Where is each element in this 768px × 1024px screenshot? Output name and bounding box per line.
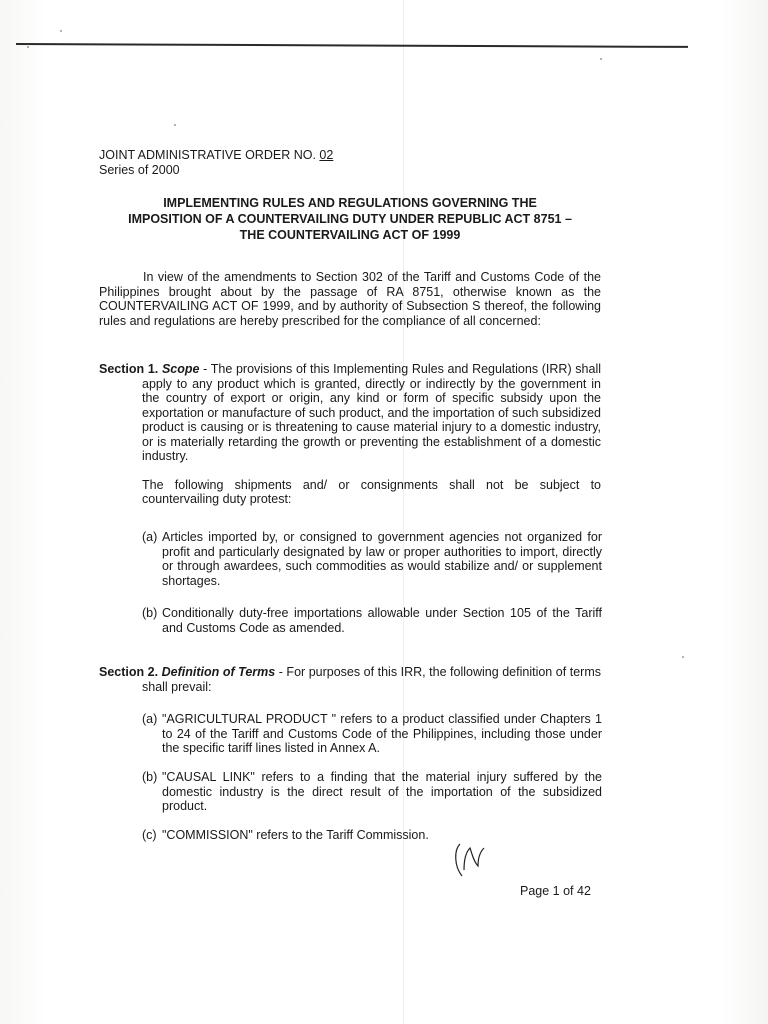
- section-2: [99, 665, 601, 694]
- section-2-heading: Definition of Terms: [161, 665, 276, 679]
- item-marker: (c): [142, 828, 157, 842]
- intro-paragraph: In view of the amendments to Section 302 of the Tariff and Customs Code of the Philippines brought about by the passage of RA 8751, otherwise known as the COUNTERVAILING ACT OF 1999, and by authority of Subsection S thereof, the following rules and regulations are hereby prescribed for the compliance of all concerned:: [99, 270, 601, 328]
- section-2-label: Section 2.: [99, 665, 159, 679]
- section-2-item-a: [142, 712, 602, 756]
- item-marker: (b): [142, 606, 158, 620]
- scan-fold-line: [403, 0, 404, 1024]
- top-rule: [16, 43, 688, 48]
- order-header: [99, 148, 333, 178]
- initials-signature: [452, 840, 488, 880]
- item-text: "CAUSAL LINK" refers to a finding that the material injury suffered by the domestic industry is the direct result of the importation of the subsidized product.: [162, 770, 602, 813]
- section-1-item-a: [142, 530, 602, 588]
- document-title: [95, 195, 605, 243]
- title-line-1: IMPLEMENTING RULES AND REGULATIONS GOVERNING THE: [163, 196, 537, 210]
- order-label: JOINT ADMINISTRATIVE ORDER NO.: [99, 148, 316, 162]
- item-marker: (a): [142, 530, 158, 544]
- item-text: "AGRICULTURAL PRODUCT " refers to a product classified under Chapters 1 to 24 of the Tariff and Customs Code of the Philippines, including those under the specific tariff lines listed in Annex A.: [162, 712, 602, 755]
- section-1-text: - The provisions of this Implementing Rules and Regulations (IRR) shall apply to any product which is granted, directly or indirectly by the government in the country of export or origin, any kind or form of specific subsidy upon the exportation or manufacture of such product, and the importation of such subsidized product is causing or is threatening to cause material injury to a domestic industry, or is materially retarding the growth or preventing the establishment of a domestic industry.: [142, 362, 601, 463]
- item-text: Conditionally duty-free importations allowable under Section 105 of the Tariff and Customs Code as amended.: [162, 606, 602, 635]
- section-1-para-2: The following shipments and/ or consignments shall not be subject to countervailing duty protest:: [142, 477, 601, 506]
- section-1-heading: Scope: [161, 362, 200, 376]
- section-2-text: - For purposes of this IRR, the following definition of terms shall prevail:: [142, 665, 601, 694]
- item-marker: (a): [142, 712, 158, 726]
- page-number: Page 1 of 42: [520, 884, 591, 898]
- section-2-item-b: [142, 770, 602, 814]
- order-series: Series of 2000: [99, 163, 180, 177]
- section-1: [99, 362, 601, 507]
- section-2-item-c: [142, 828, 602, 843]
- section-1-label: Section 1.: [99, 362, 159, 376]
- item-text: "COMMISSION" refers to the Tariff Commission.: [162, 828, 429, 842]
- order-number: 02: [319, 148, 334, 162]
- section-1-item-b: [142, 606, 602, 635]
- title-line-2: IMPOSITION OF A COUNTERVAILING DUTY UNDER REPUBLIC ACT 8751 –: [128, 212, 572, 226]
- item-text: Articles imported by, or consigned to government agencies not organized for profit and particularly designated by law or proper authorities to import, directly or through awardees, such commodities as would stabilize and/ or supplement shortages.: [162, 530, 602, 588]
- title-line-3: THE COUNTERVAILING ACT OF 1999: [239, 228, 461, 242]
- item-marker: (b): [142, 770, 158, 784]
